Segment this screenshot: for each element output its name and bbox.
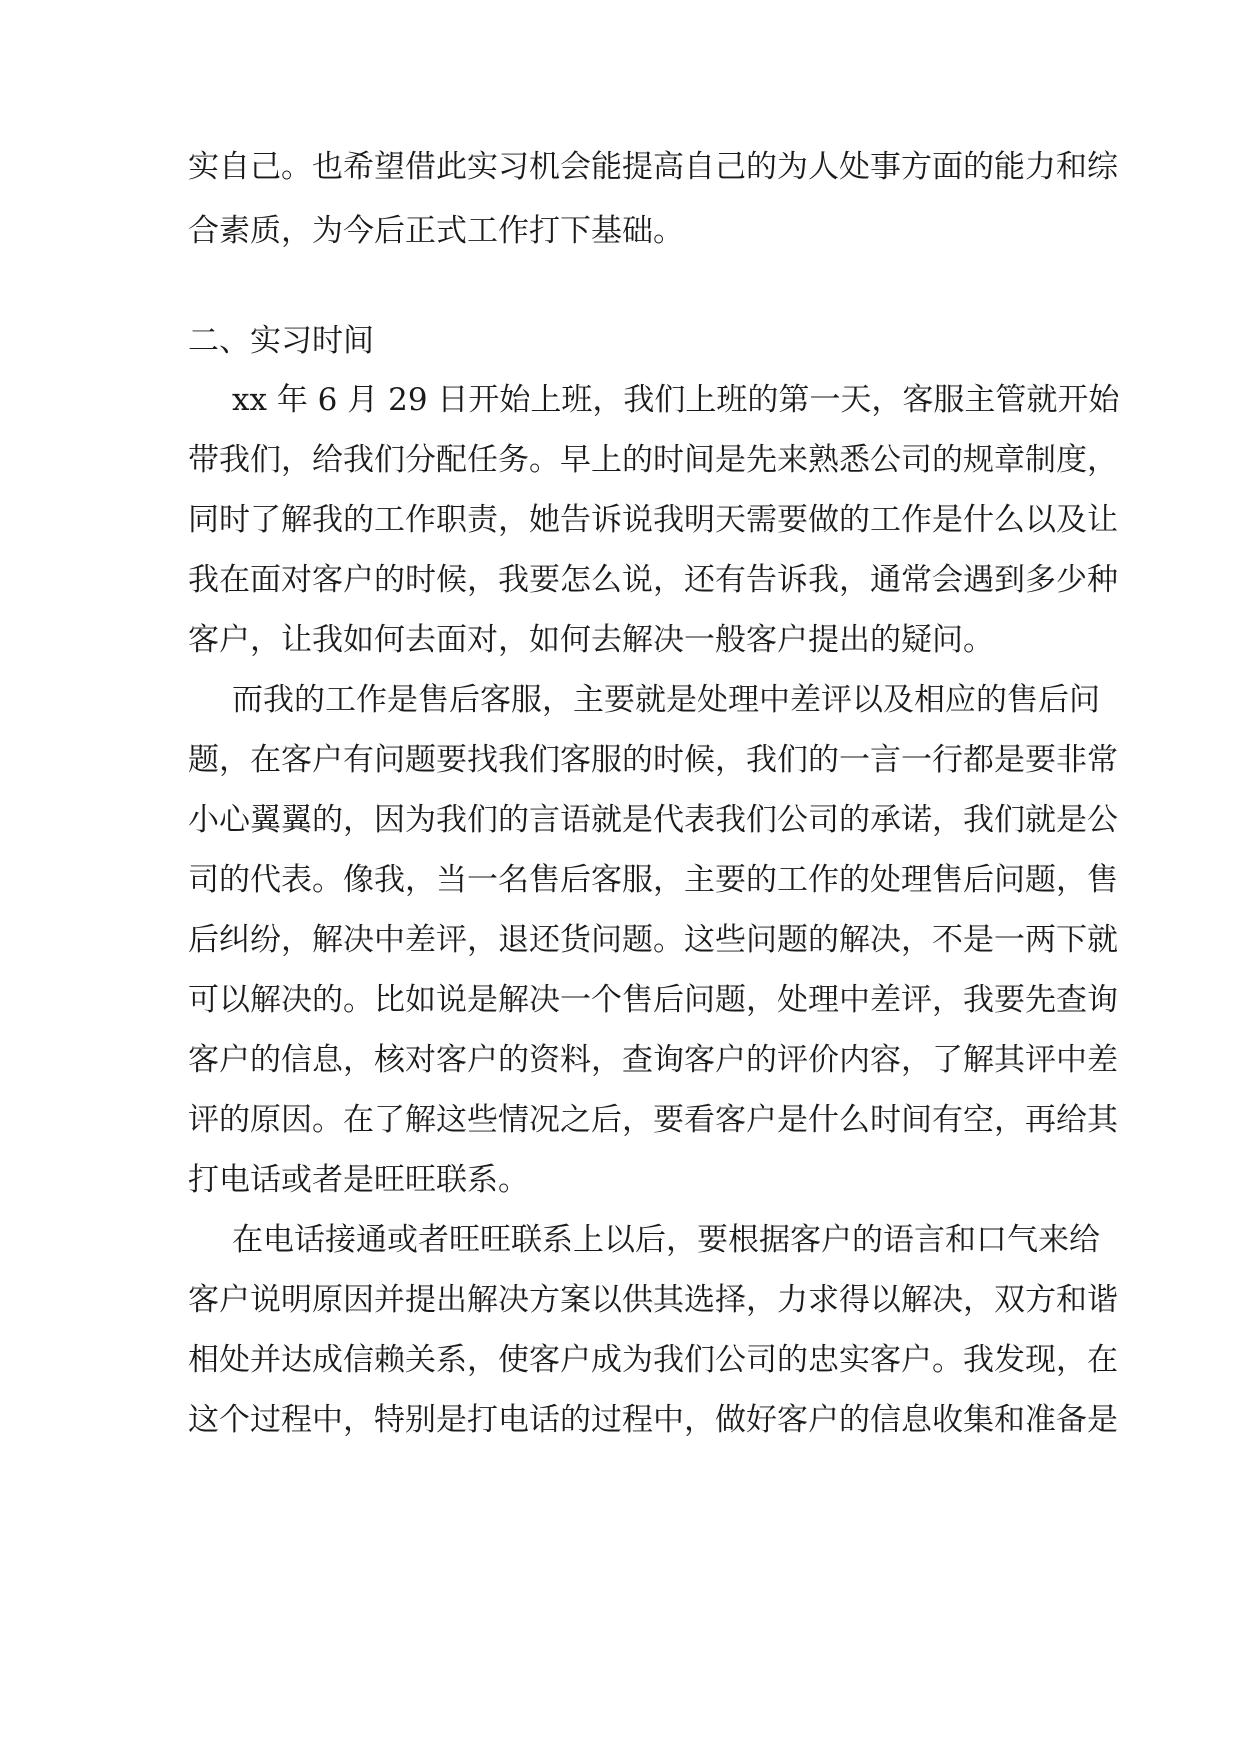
paragraph-line: 客户，让我如何去面对，如何去解决一般客户提出的疑问。 (188, 622, 994, 658)
paragraph-line: 小心翼翼的，因为我们的言语就是代表我们公司的承诺，我们就是公 (188, 802, 1118, 838)
paragraph-line: 可以解决的。比如说是解决一个售后问题，处理中差评，我要先查询 (188, 982, 1118, 1018)
paragraph-line: 题，在客户有问题要找我们客服的时候，我们的一言一行都是要非常 (188, 742, 1118, 778)
paragraph-line: 合素质，为今后正式工作打下基础。 (188, 213, 684, 249)
section-heading: 二、实习时间 (188, 323, 374, 359)
paragraph-line: 带我们，给我们分配任务。早上的时间是先来熟悉公司的规章制度， (188, 442, 1118, 478)
paragraph-line: 评的原因。在了解这些情况之后，要看客户是什么时间有空，再给其 (188, 1102, 1118, 1138)
paragraph-line: 客户说明原因并提出解决方案以供其选择，力求得以解决，双方和谐 (188, 1282, 1118, 1318)
paragraph-line: 同时了解我的工作职责，她告诉说我明天需要做的工作是什么以及让 (188, 502, 1118, 538)
paragraph-line: 而我的工作是售后客服，主要就是处理中差评以及相应的售后问 (232, 682, 1100, 718)
paragraph-line: 在电话接通或者旺旺联系上以后，要根据客户的语言和口气来给 (232, 1222, 1100, 1258)
paragraph-line: 打电话或者是旺旺联系。 (188, 1162, 529, 1198)
paragraph-line: xx 年 6 月 29 日开始上班，我们上班的第一天，客服主管就开始 (232, 382, 1120, 418)
paragraph-line: 相处并达成信赖关系，使客户成为我们公司的忠实客户。我发现，在 (188, 1342, 1118, 1378)
paragraph-line: 后纠纷，解决中差评，退还货问题。这些问题的解决，不是一两下就 (188, 922, 1118, 958)
paragraph-line: 实自己。也希望借此实习机会能提高自己的为人处事方面的能力和综 (188, 149, 1118, 185)
paragraph-line: 司的代表。像我，当一名售后客服，主要的工作的处理售后问题，售 (188, 862, 1118, 898)
paragraph-line: 这个过程中，特别是打电话的过程中，做好客户的信息收集和准备是 (188, 1402, 1118, 1438)
paragraph-line: 我在面对客户的时候，我要怎么说，还有告诉我，通常会遇到多少种 (188, 562, 1118, 598)
paragraph-line: 客户的信息，核对客户的资料，查询客户的评价内容，了解其评中差 (188, 1042, 1118, 1078)
